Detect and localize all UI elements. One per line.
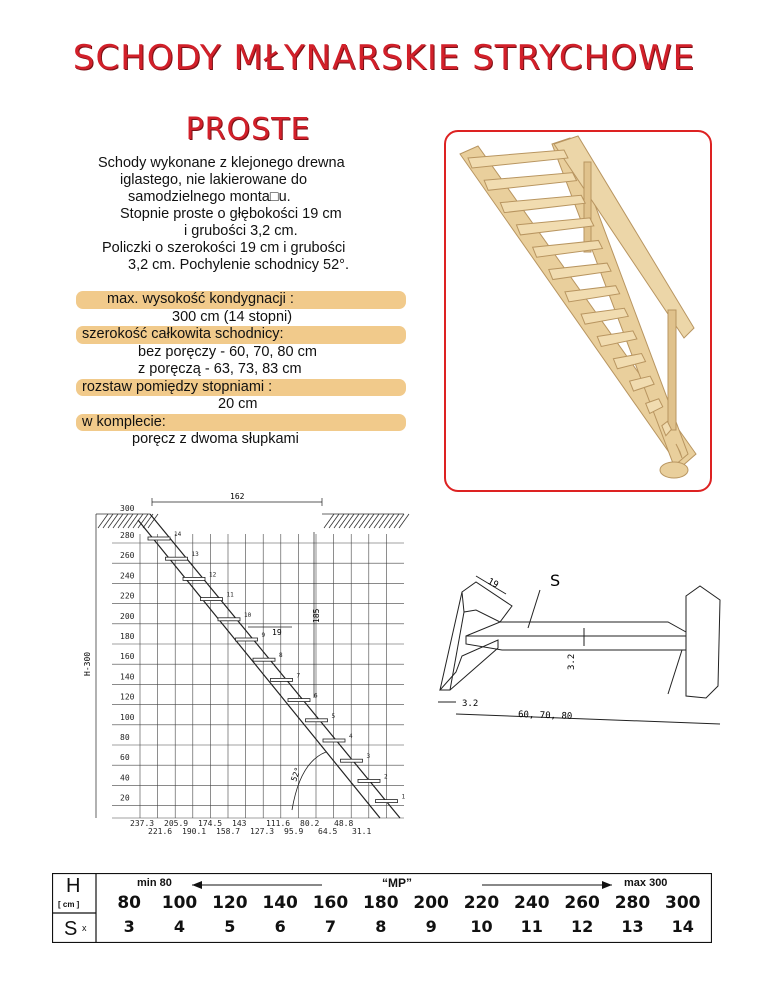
x-label-bottom: 127.3 <box>250 827 275 836</box>
steps-value: 3 <box>123 917 135 936</box>
widths-label: 60, 70, 80 <box>517 710 573 722</box>
spec-label: szerokość całkowita schodnicy: <box>76 326 406 344</box>
x-label-top: 174.5 <box>198 819 223 828</box>
step-number-label: 11 <box>226 591 234 599</box>
vertical-dimension-label: 185 <box>312 608 321 623</box>
description-line: 3,2 cm. Pochylenie schodnicy 52°. <box>128 257 349 273</box>
spec-value: z poręczą - 63, 73, 83 cm <box>138 361 302 377</box>
height-value: 220 <box>463 893 500 913</box>
x-label-top: 143 <box>232 819 247 828</box>
mp-label: “MP” <box>382 876 412 890</box>
steps-value: 14 <box>671 917 694 936</box>
steps-value: 8 <box>375 917 387 936</box>
x-label-bottom: 95.9 <box>284 827 304 836</box>
description-line: i grubości 3,2 cm. <box>184 223 298 239</box>
spec-label: w komplecie: <box>76 414 406 432</box>
x-label-bottom: 221.6 <box>148 827 173 836</box>
depth-label: 19 <box>485 576 500 591</box>
s-row-sub: x <box>82 923 87 933</box>
step-number-label: 4 <box>349 733 353 740</box>
x-label-top: 111.6 <box>266 819 291 828</box>
thickness-label: 3.2 <box>567 653 577 670</box>
steps-value: 7 <box>324 917 337 936</box>
description-line: Policzki o szerokości 19 cm i grubości <box>102 240 346 256</box>
min-label: min 80 <box>137 877 172 889</box>
max-label: max 300 <box>624 877 668 889</box>
description-line: iglastego, nie lakierowane do <box>120 172 308 188</box>
height-value: 200 <box>413 893 449 913</box>
description-line: samodzielnego monta□u. <box>128 189 291 205</box>
x-label-bottom: 64.5 <box>318 827 338 836</box>
x-label-bottom: 158.7 <box>216 827 241 836</box>
height-value: 300 <box>665 893 701 913</box>
step-number-label: 8 <box>279 652 283 660</box>
height-value: 240 <box>514 893 550 913</box>
y-tick-label: 120 <box>120 692 135 702</box>
height-steps-table <box>52 873 712 943</box>
height-label: H-300 <box>83 651 92 676</box>
step-number-label: 1 <box>401 793 406 801</box>
y-tick-label: 160 <box>120 652 135 662</box>
y-tick-label: 220 <box>120 591 135 601</box>
x-label-top: 80.2 <box>300 819 320 828</box>
s-label: S <box>550 571 561 590</box>
heights-row <box>104 893 708 913</box>
y-tick-label: 280 <box>120 531 135 540</box>
height-value: 80 <box>117 893 141 913</box>
h-label: H <box>66 875 81 897</box>
step-number-label: 6 <box>314 692 318 700</box>
height-value: 100 <box>161 893 198 913</box>
y-tick-label: 200 <box>120 611 135 621</box>
spec-label: max. wysokość kondygnacji : <box>76 291 406 309</box>
step-number-label: 12 <box>209 571 217 579</box>
y-tick-label: 180 <box>120 632 135 641</box>
y-tick-label: 80 <box>120 733 130 742</box>
angle-label: 52° <box>289 766 303 783</box>
unit-label: [ cm ] <box>58 900 80 909</box>
steps-value: 4 <box>173 917 186 936</box>
step-number-label: 2 <box>384 773 388 781</box>
y-tick-label: 240 <box>120 571 135 581</box>
step-number-label: 7 <box>296 672 301 680</box>
height-value: 140 <box>262 893 298 913</box>
spec-value: 20 cm <box>218 396 258 412</box>
steps-value: 13 <box>621 917 644 936</box>
step-number-label: 13 <box>191 551 199 559</box>
height-value: 180 <box>363 893 399 913</box>
description-line: Stopnie proste o głębokości 19 cm <box>120 206 342 222</box>
step-number-label: 10 <box>244 611 252 619</box>
height-value: 120 <box>212 893 248 913</box>
spec-value: poręcz z dwoma słupkami <box>132 431 299 447</box>
steps-value: 5 <box>224 917 236 936</box>
step-number-label: 14 <box>174 531 182 538</box>
page-title: SCHODY MŁYNARSKIE STRYCHOWE <box>72 38 696 78</box>
steps-value: 12 <box>570 917 594 936</box>
height-value: 260 <box>564 893 600 913</box>
steps-value: 9 <box>425 917 437 936</box>
spec-label: rozstaw pomiędzy stopniami : <box>76 379 406 397</box>
step-number-label: 5 <box>331 712 336 720</box>
steps-value: 6 <box>274 917 286 936</box>
steps-row <box>104 917 708 936</box>
y-tick-label: 260 <box>120 551 135 561</box>
tread-detail <box>438 576 720 724</box>
x-label-bottom: 190.1 <box>182 827 207 836</box>
step-number-label: 9 <box>261 632 266 639</box>
step-depth-label: 19 <box>272 628 282 637</box>
step-number-label: 3 <box>366 753 371 761</box>
s-row-label: S <box>64 918 78 940</box>
steps-value: 11 <box>520 917 543 936</box>
y-tick-label: 100 <box>120 712 135 722</box>
y-tick-label: 140 <box>120 672 135 682</box>
x-label-top: 237.3 <box>130 819 155 828</box>
x-label-top: 48.8 <box>334 819 354 828</box>
y-tick-label: 40 <box>120 773 130 783</box>
top-width-label: 162 <box>230 492 245 501</box>
spec-value: 300 cm (14 stopni) <box>172 308 293 325</box>
steps-value: 10 <box>470 917 493 936</box>
y-tick-label: 300 <box>120 504 135 513</box>
height-value: 280 <box>614 893 651 913</box>
side-thickness-label: 3.2 <box>462 699 479 709</box>
page-subtitle: PROSTE <box>185 112 311 147</box>
description-line: Schody wykonane z klejonego drewna <box>98 155 345 171</box>
y-tick-label: 20 <box>120 793 130 803</box>
x-label-bottom: 31.1 <box>352 827 372 836</box>
height-value: 160 <box>312 893 349 913</box>
y-tick-label: 60 <box>120 753 130 763</box>
x-label-top: 205.9 <box>164 819 189 828</box>
spec-value: bez poręczy - 60, 70, 80 cm <box>138 343 317 360</box>
